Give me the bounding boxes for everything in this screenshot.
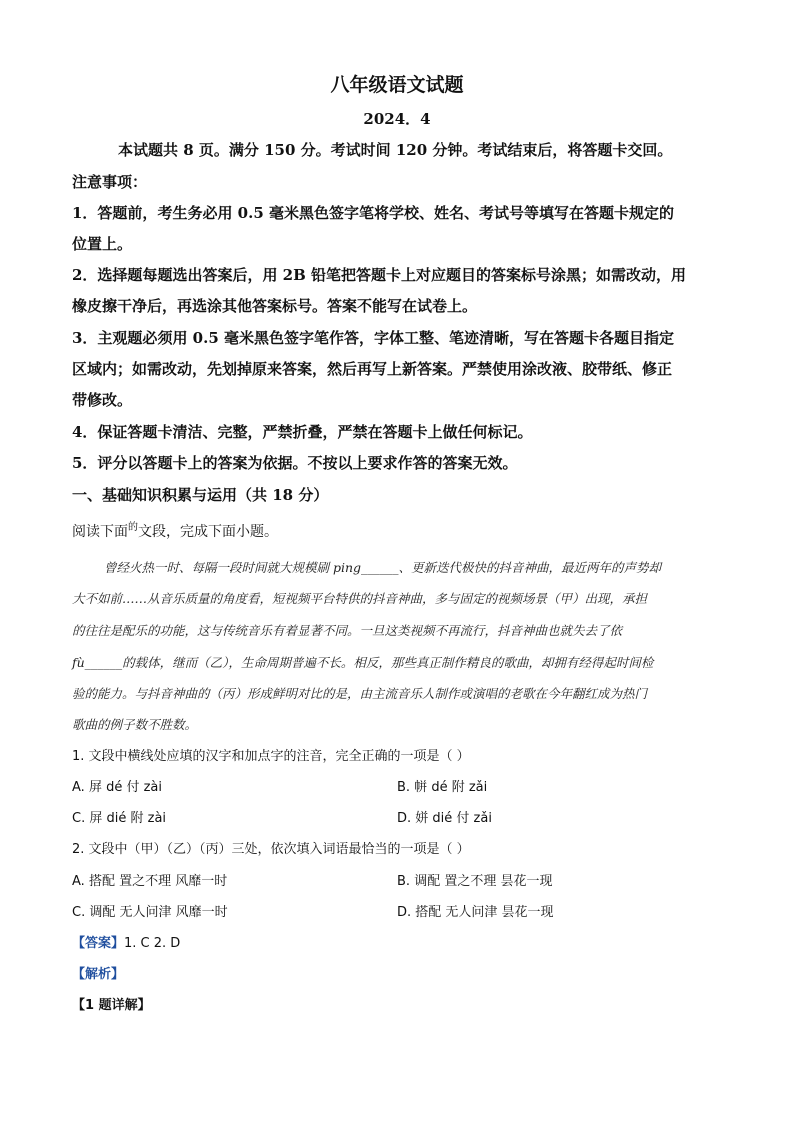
option-text: 搭配 置之不理 风靡一时 xyxy=(88,874,228,889)
answer-text: 1. C 2. D xyxy=(124,936,181,951)
option-text: 搭配 无人问津 昙花一现 xyxy=(415,905,554,920)
option-letter: C. xyxy=(72,905,86,920)
q1-option-d xyxy=(397,807,492,826)
exam-intro: 本试题共 8 页。满分 150 分。考试时间 120 分钟。考试结束后，将答题卡交回。 xyxy=(118,141,673,159)
option-text: 调配 无人问津 风靡一时 xyxy=(89,905,228,920)
note-line: 区域内；如需改动，先划掉原来答案，然后再写上新答案。严禁使用涂改液、胶带纸、修正 xyxy=(72,360,673,378)
note-line: 3．主观题必须用 0.5 毫米黑色签字笔作答，字体工整、笔迹清晰，写在答题卡各题目指定 xyxy=(72,329,674,347)
option-letter: A. xyxy=(72,874,85,889)
note-line: 带修改。 xyxy=(72,391,133,409)
note-line: 位置上。 xyxy=(72,235,133,253)
option-text: 屏 dié 附 zài xyxy=(89,811,167,826)
q1-option-b xyxy=(397,776,487,795)
note-line: 橡皮擦干净后，再选涂其他答案标号。答案不能写在试卷上。 xyxy=(72,297,478,315)
passage-line: 验的能力。与抖音神曲的（丙）形成鲜明对比的是，由主流音乐人制作或演唱的老歌在今年翻红成为热门 xyxy=(72,686,648,701)
answer-row xyxy=(72,932,180,951)
section-heading: 一、基础知识积累与运用（共 18 分） xyxy=(72,486,329,504)
passage-line: fù______的载体，继而（乙），生命周期普遍不长。相反，那些真正制作精良的歌曲，却拥有经得起时间检 xyxy=(72,655,654,670)
passage-line: 大不如前……从音乐质量的角度看，短视频平台特供的抖音神曲，多与固定的视频场景（甲）出现，承担 xyxy=(72,591,648,606)
option-letter: D. xyxy=(397,905,412,920)
passage-line: 的往往是配乐的功能，这与传统音乐有着显著不同。一旦这类视频不再流行，抖音神曲也就失去了依 xyxy=(72,623,623,638)
q1-option-a xyxy=(72,776,162,795)
q2-option-a xyxy=(72,870,227,889)
option-letter: A. xyxy=(72,780,85,795)
instruction-post: 文段，完成下面小题。 xyxy=(138,524,278,540)
passage-line: 曾经火热一时、每隔一段时间就大规模刷 ping______、更新迭代极快的抖音神曲，最近两年的声势却 xyxy=(104,560,662,575)
option-text: 姘 dié 付 zǎi xyxy=(415,811,492,826)
note-line: 4．保证答题卡清洁、完整，严禁折叠，严禁在答题卡上做任何标记。 xyxy=(72,423,533,441)
exam-date: 2024．4 xyxy=(363,110,431,128)
option-letter: D. xyxy=(397,811,412,826)
note-line: 5．评分以答题卡上的答案为依据。不按以上要求作答的答案无效。 xyxy=(72,454,518,472)
instruction-small: 的 xyxy=(128,522,138,533)
q2-option-d xyxy=(397,901,554,920)
reading-instruction xyxy=(72,521,278,541)
option-letter: B. xyxy=(397,780,411,795)
instruction-pre: 阅读下面 xyxy=(72,524,128,540)
analysis-label: 【解析】 xyxy=(72,967,125,982)
note-line: 2．选择题每题选出答案后，用 2B 铅笔把答题卡上对应题目的答案标号涂黑；如需改动，用 xyxy=(72,266,687,284)
q2-option-b xyxy=(397,870,552,889)
option-letter: C. xyxy=(72,811,86,826)
q2-option-c xyxy=(72,901,228,920)
option-text: 屏 dé 付 zài xyxy=(88,780,162,795)
option-text: 调配 置之不理 昙花一现 xyxy=(414,874,553,889)
question-1-stem: 1. 文段中横线处应填的汉字和加点字的注音，完全正确的一项是（ ） xyxy=(72,749,470,764)
note-line: 1．答题前，考生务必用 0.5 毫米黑色签字笔将学校、姓名、考试号等填写在答题卡规定的 xyxy=(72,204,674,222)
question-2-stem: 2. 文段中（甲）（乙）（丙）三处，依次填入词语最恰当的一项是（ ） xyxy=(72,842,470,857)
q1-option-c xyxy=(72,807,166,826)
question-1-detail-label: 【1 题详解】 xyxy=(72,998,151,1013)
answer-label: 【答案】 xyxy=(72,936,125,951)
page-title: 八年级语文试题 xyxy=(330,74,464,96)
passage-line: 歌曲的例子数不胜数。 xyxy=(72,717,198,732)
option-letter: B. xyxy=(397,874,411,889)
option-text: 帡 dé 附 zǎi xyxy=(414,780,488,795)
notes-heading: 注意事项： xyxy=(72,173,148,191)
